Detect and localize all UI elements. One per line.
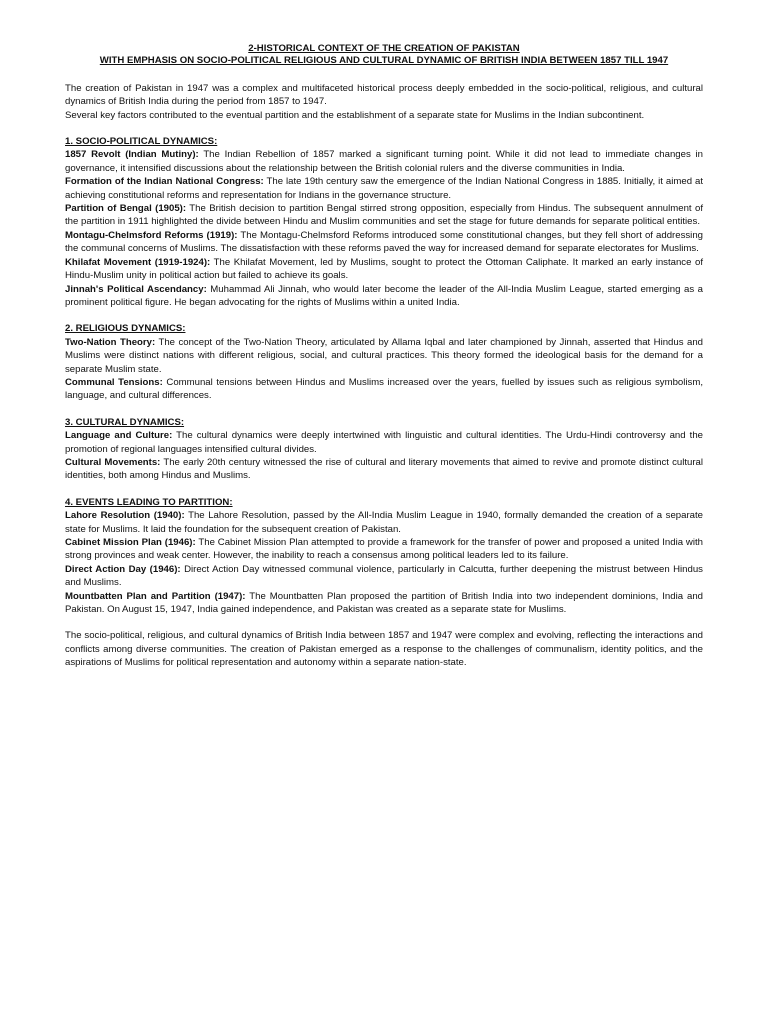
section-item (65, 175, 703, 202)
intro (65, 82, 703, 122)
item-term: Mountbatten Plan and Partition (1947): (65, 590, 246, 602)
item-text: The Khilafat Movement, led by Muslims, sought to protect the Ottoman Caliphate. It marked an early instance of Hindu-Muslim unity in political action but failed to achieve its goals. (65, 256, 703, 282)
item-text: The Lahore Resolution, passed by the All-India Muslim League in 1940, formally demanded the creation of a separate state for Muslims. It laid the foundation for the subsequent creation of Pakistan. (65, 510, 704, 535)
item-text: The British decision to partition Bengal stirred strong opposition, especially from Hindus. The subsequent annulment of the partition in 1911 highlighted the divide between Hindu and Muslim communities and set the stage for future demands for separate political entities. (65, 203, 704, 228)
item-term: Cabinet Mission Plan (1946): (65, 537, 196, 548)
document-title: 2-HISTORICAL CONTEXT OF THE CREATION OF PAKISTAN (248, 43, 520, 54)
section-item (65, 283, 703, 310)
item-term: 1857 Revolt (Indian Mutiny): (65, 149, 199, 161)
item-term: Khilafat Movement (1919-1924): (65, 256, 211, 268)
conclusion-paragraph: The socio-political, religious, and cultural dynamics of British India between 1857 and 1947 were complex and evolving, reflecting the interactions and conflicts among diverse communities. The creation of Pakistan emerged as a response to the challenges of communalism, identity politics, and the aspirations of Muslims for political representation and autonomy within a separate nation-state. (65, 630, 703, 669)
item-text: Muhammad Ali Jinnah, who would later become the leader of the All-India Muslim League, started emerging as a prominent political figure. He began advocating for the rights of Muslims within a united India. (65, 283, 703, 308)
section-item (65, 429, 703, 456)
section-heading: 1. SOCIO-POLITICAL DYNAMICS: (65, 136, 218, 148)
intro-paragraph: The creation of Pakistan in 1947 was a complex and multifaceted historical process deeply embedded in the socio-political, religious, and cultural dynamics of British India during the period from 1857 to 1947. (65, 82, 703, 108)
item-text: Direct Action Day witnessed communal violence, particularly in Calcutta, further deepening the mistrust between Hindus and Muslims. (65, 563, 703, 589)
item-term: Jinnah's Political Ascendancy: (65, 283, 207, 295)
section-item (65, 509, 703, 536)
section-item (65, 336, 703, 376)
section-item (65, 256, 703, 283)
section-heading: 4. EVENTS LEADING TO PARTITION: (65, 496, 233, 508)
section-cultural (65, 416, 703, 483)
item-term: Formation of the Indian National Congress: (65, 176, 264, 188)
section-item (65, 148, 703, 175)
document-subtitle: WITH EMPHASIS ON SOCIO-POLITICAL RELIGIOUS AND CULTURAL DYNAMIC OF BRITISH INDIA BETWEEN 1857 TILL 1947 (99, 55, 669, 67)
item-term: Partition of Bengal (1905): (65, 203, 187, 215)
item-text: The cultural dynamics were deeply intertwined with linguistic and cultural identities. The Urdu-Hindi controversy and the promotion of regional languages intensified cultural divides. (65, 430, 703, 455)
item-text: The early 20th century witnessed the rise of cultural and literary movements that aimed to revive and promote distinct cultural identities, both among Hindus and Muslims. (65, 456, 703, 482)
section-heading: 2. RELIGIOUS DYNAMICS: (65, 323, 186, 335)
document-page (65, 43, 703, 670)
item-term: Cultural Movements: (65, 456, 161, 468)
section-item (65, 376, 703, 403)
item-text: The Cabinet Mission Plan attempted to provide a framework for the transfer of power and proposed a united India with strong provinces and weak center. However, the inability to reach a consensus among political leaders led to its failure. (65, 537, 703, 562)
item-term: Lahore Resolution (1940): (65, 510, 185, 522)
item-term: Communal Tensions: (65, 376, 163, 388)
item-text: The late 19th century saw the emergence of the Indian National Congress in 1885. Initially, it aimed at achieving constitutional reforms and representation for Indians in the governance structure. (65, 176, 703, 201)
section-item (65, 229, 703, 256)
section-item (65, 536, 703, 563)
section-events (65, 496, 703, 617)
section-socio-political (65, 135, 703, 309)
item-term: Language and Culture: (65, 430, 173, 442)
item-term: Montagu-Chelmsford Reforms (1919): (65, 229, 238, 241)
intro-paragraph: Several key factors contributed to the eventual partition and the establishment of a separate state for Muslims in the Indian subcontinent. (65, 109, 645, 121)
section-item (65, 202, 703, 229)
section-item (65, 590, 703, 617)
item-term: Two-Nation Theory: (65, 336, 156, 348)
section-heading: 3. CULTURAL DYNAMICS: (65, 416, 185, 428)
item-term: Direct Action Day (1946): (65, 563, 181, 575)
section-item (65, 456, 703, 483)
item-text: Communal tensions between Hindus and Muslims increased over the years, fuelled by issues such as religious symbolism, language, and cultural differences. (65, 376, 703, 402)
item-text: The Montagu-Chelmsford Reforms introduced some constitutional changes, but they fell short of addressing the communal concerns of Muslims. The dissatisfaction with these reforms paved the way for increased demand for separate electorates for Muslims. (65, 229, 703, 255)
section-item (65, 563, 703, 590)
item-text: The Mountbatten Plan proposed the partition of British India into two independent dominions, India and Pakistan. On August 15, 1947, India gained independence, and Pakistan was created as a separate state for Muslims. (65, 590, 703, 616)
item-text: The Indian Rebellion of 1857 marked a significant turning point. While it did not lead to immediate changes in governance, it intensified discussions about the relationship between the British colonial rulers and the diverse communities in India. (65, 149, 703, 174)
item-text: The concept of the Two-Nation Theory, articulated by Allama Iqbal and later championed by Jinnah, asserted that Hindus and Muslims were distinct nations with different religious, social, and cultural practices. This theory formed the ideological basis for the demand for a separate Muslim state. (65, 336, 703, 375)
section-religious (65, 322, 703, 402)
